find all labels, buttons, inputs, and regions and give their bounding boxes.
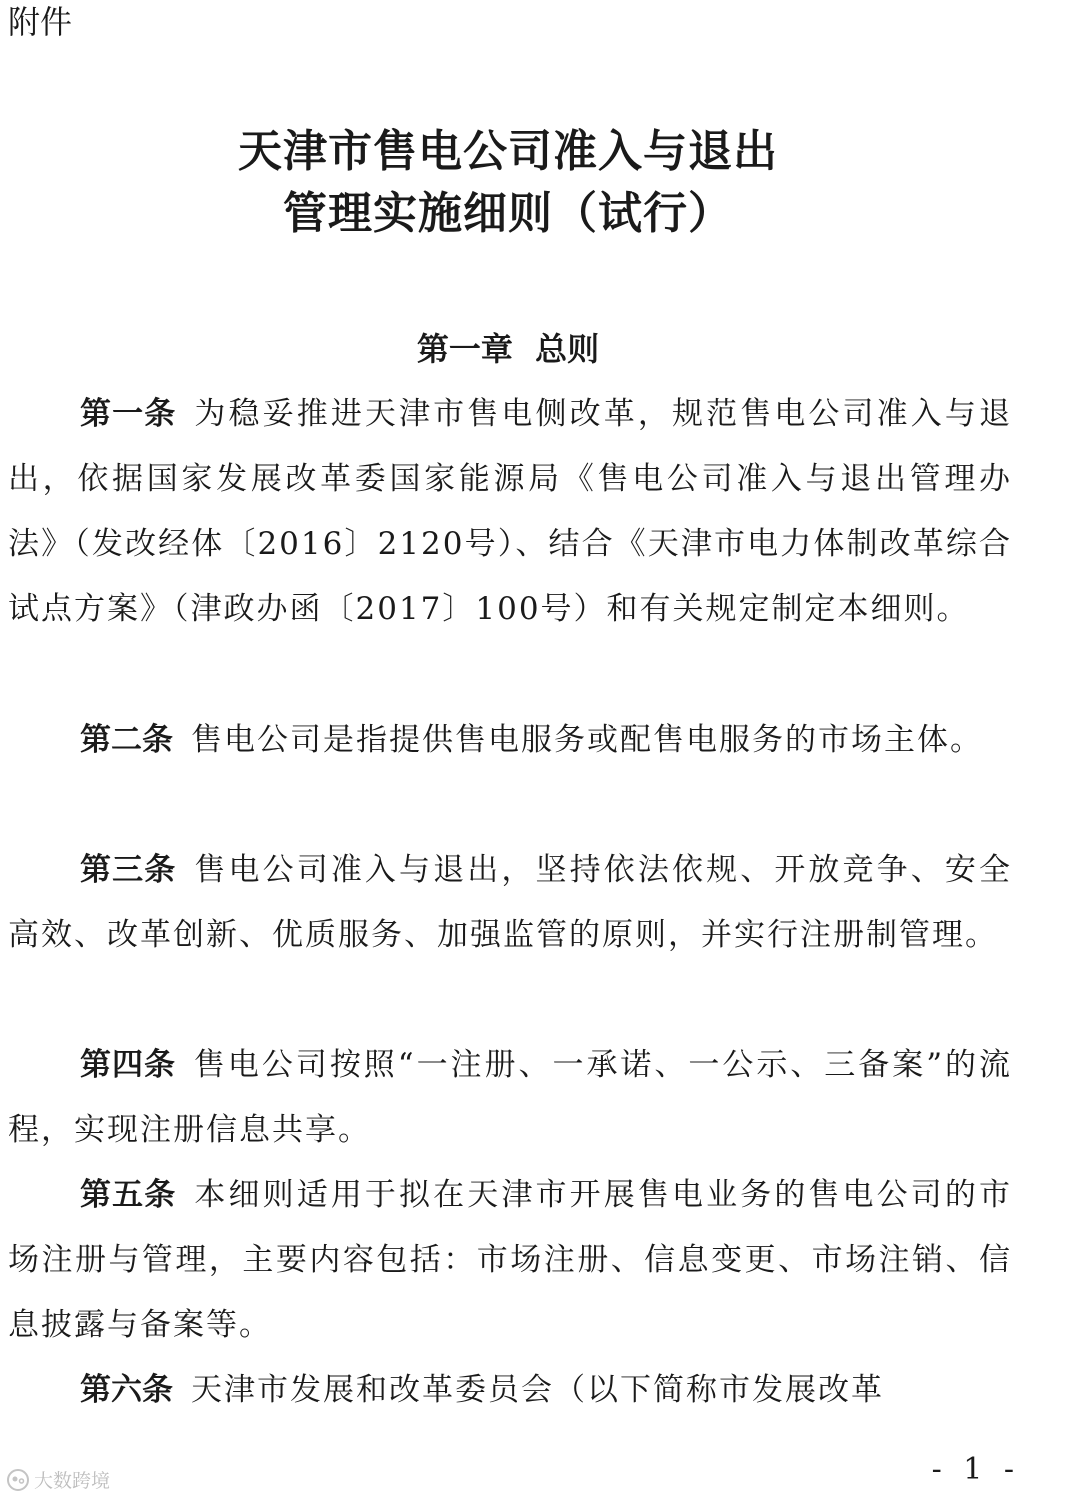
page-number: - 1 - — [931, 1452, 1020, 1487]
article-label: 第二条 — [80, 722, 173, 758]
watermark-text: 大数跨境 — [34, 1470, 111, 1492]
article-text: 为稳妥推进天津市售电侧改革，规范售电公司准入与退出，依据国家发展改革委国家能源局《售电公司准入与退出管理办法》（发改经体〔2016〕2120号）、结合《天津市电力体制改革综合试点方案》（津政办函〔2017〕100号）和有关规定制定本细则。 — [8, 396, 1013, 627]
article-text: 售电公司是指提供售电服务或配售电服务的市场主体。 — [191, 722, 983, 758]
article-label: 第四条 — [80, 1047, 176, 1083]
article-label: 第一条 — [80, 396, 177, 432]
article-1 — [8, 382, 1012, 642]
article-4 — [8, 1033, 1012, 1163]
article-label: 第五条 — [80, 1177, 177, 1213]
article-6 — [8, 1358, 1012, 1423]
document-title-line-2: 管理实施细则（试行） — [283, 188, 733, 239]
watermark — [6, 1466, 110, 1493]
article-5 — [8, 1163, 1012, 1358]
chapter-heading: 第一章 总则 — [416, 330, 600, 368]
watermark-logo-icon — [6, 1468, 30, 1492]
article-3 — [8, 838, 1012, 968]
article-text: 售电公司准入与退出，坚持依法依规、开放竞争、安全高效、改革创新、优质服务、加强监管的原则，并实行注册制管理。 — [8, 852, 1013, 953]
document-title-line-1: 天津市售电公司准入与退出 — [238, 126, 778, 177]
article-text: 售电公司按照“一注册、一承诺、一公示、三备案”的流程，实现注册信息共享。 — [8, 1047, 1012, 1148]
article-text: 天津市发展和改革委员会（以下简称市发展改革 — [191, 1372, 884, 1408]
article-label: 第六条 — [80, 1372, 173, 1408]
article-text: 本细则适用于拟在天津市开展售电业务的售电公司的市场注册与管理，主要内容包括：市场注册、信息变更、市场注销、信息披露与备案等。 — [8, 1177, 1013, 1343]
article-2 — [8, 708, 1012, 773]
article-label: 第三条 — [80, 852, 177, 888]
attachment-label: 附件 — [8, 3, 73, 41]
